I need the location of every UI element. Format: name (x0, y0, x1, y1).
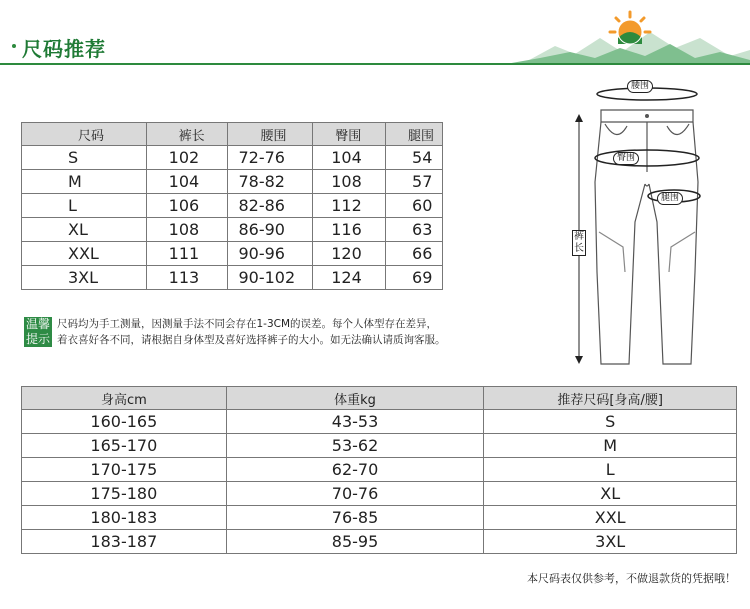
table-row (22, 266, 443, 290)
table-row (22, 482, 737, 506)
table-row (22, 506, 737, 530)
mountain-logo-icon (500, 8, 750, 65)
cell-height: 160-165 (22, 410, 227, 434)
recommend-table (21, 386, 737, 554)
cell-waist: 86-90 (228, 218, 313, 242)
cell-thigh: 66 (386, 242, 443, 266)
cell-size: XXL (22, 242, 147, 266)
cell-hip: 124 (313, 266, 386, 290)
table-row (22, 218, 443, 242)
cell-hip: 108 (313, 170, 386, 194)
cell-hip: 116 (313, 218, 386, 242)
cell-weight: 53-62 (226, 434, 484, 458)
cell-length: 111 (146, 242, 228, 266)
cell-height: 180-183 (22, 506, 227, 530)
cell-weight: 62-70 (226, 458, 484, 482)
cell-waist: 82-86 (228, 194, 313, 218)
thigh-label: 腿围 (657, 192, 683, 205)
page-header (0, 0, 750, 66)
recommend-table-header (22, 387, 737, 410)
cell-weight: 43-53 (226, 410, 484, 434)
cell-recommended-size: XXL (484, 506, 737, 530)
cell-hip: 120 (313, 242, 386, 266)
cell-recommended-size: L (484, 458, 737, 482)
cell-thigh: 57 (386, 170, 443, 194)
cell-waist: 90-102 (228, 266, 313, 290)
cell-thigh: 63 (386, 218, 443, 242)
header-hip: 臀围 (313, 123, 386, 146)
tip-badge-line1: 温馨 (25, 317, 50, 331)
cell-waist: 90-96 (228, 242, 313, 266)
tip-line-1: 尺码均为手工测量，因测量手法不同会存在1-3CM的误差。每个人体型存在差异， (57, 318, 438, 330)
tip-text (57, 316, 527, 348)
table-row (22, 410, 737, 434)
length-label (572, 230, 586, 256)
tip-line-2: 着衣喜好各不同，请根据自身体型及喜好选择裤子的大小。如无法确认请质询客服。 (57, 334, 446, 346)
cell-height: 170-175 (22, 458, 227, 482)
cell-length: 104 (146, 170, 228, 194)
header-length: 裤长 (146, 123, 228, 146)
cell-hip: 112 (313, 194, 386, 218)
table-row (22, 458, 737, 482)
cell-recommended-size: S (484, 410, 737, 434)
cell-hip: 104 (313, 146, 386, 170)
header-size: 尺码 (22, 123, 147, 146)
cell-waist: 72-76 (228, 146, 313, 170)
cell-thigh: 54 (386, 146, 443, 170)
cell-thigh: 69 (386, 266, 443, 290)
header-divider (0, 63, 750, 65)
table-row (22, 194, 443, 218)
tip-badge (24, 317, 52, 347)
header-recommended-size: 推荐尺码[身高/腰] (484, 387, 737, 410)
cell-height: 165-170 (22, 434, 227, 458)
cell-weight: 85-95 (226, 530, 484, 554)
cell-length: 108 (146, 218, 228, 242)
cell-size: 3XL (22, 266, 147, 290)
cell-size: XL (22, 218, 147, 242)
table-row (22, 434, 737, 458)
cell-waist: 78-82 (228, 170, 313, 194)
cell-size: L (22, 194, 147, 218)
disclaimer-footnote: 本尺码表仅供参考，不做退款货的凭据哦！ (527, 572, 736, 585)
length-label-bottom: 长 (574, 243, 584, 254)
cell-size: M (22, 170, 147, 194)
cell-length: 102 (146, 146, 228, 170)
cell-recommended-size: 3XL (484, 530, 737, 554)
waist-label: 腰围 (627, 80, 653, 93)
size-table (21, 122, 443, 290)
size-table-header (22, 123, 443, 146)
pants-measurement-diagram (565, 72, 715, 372)
length-label-top: 裤 (574, 231, 584, 242)
header-waist: 腰围 (228, 123, 313, 146)
title-bullet (12, 44, 16, 48)
cell-weight: 70-76 (226, 482, 484, 506)
hip-label: 臀围 (613, 152, 639, 165)
cell-recommended-size: XL (484, 482, 737, 506)
cell-height: 175-180 (22, 482, 227, 506)
header-thigh: 腿围 (386, 123, 443, 146)
cell-size: S (22, 146, 147, 170)
header-height: 身高cm (22, 387, 227, 410)
cell-weight: 76-85 (226, 506, 484, 530)
table-row (22, 170, 443, 194)
cell-length: 106 (146, 194, 228, 218)
cell-thigh: 60 (386, 194, 443, 218)
tip-badge-line2: 提示 (25, 332, 50, 346)
cell-recommended-size: M (484, 434, 737, 458)
table-row (22, 146, 443, 170)
pants-outline-icon (565, 72, 715, 372)
table-row (22, 242, 443, 266)
header-weight: 体重kg (226, 387, 484, 410)
cell-height: 183-187 (22, 530, 227, 554)
table-row (22, 530, 737, 554)
page-title: 尺码推荐 (22, 37, 106, 61)
cell-length: 113 (146, 266, 228, 290)
